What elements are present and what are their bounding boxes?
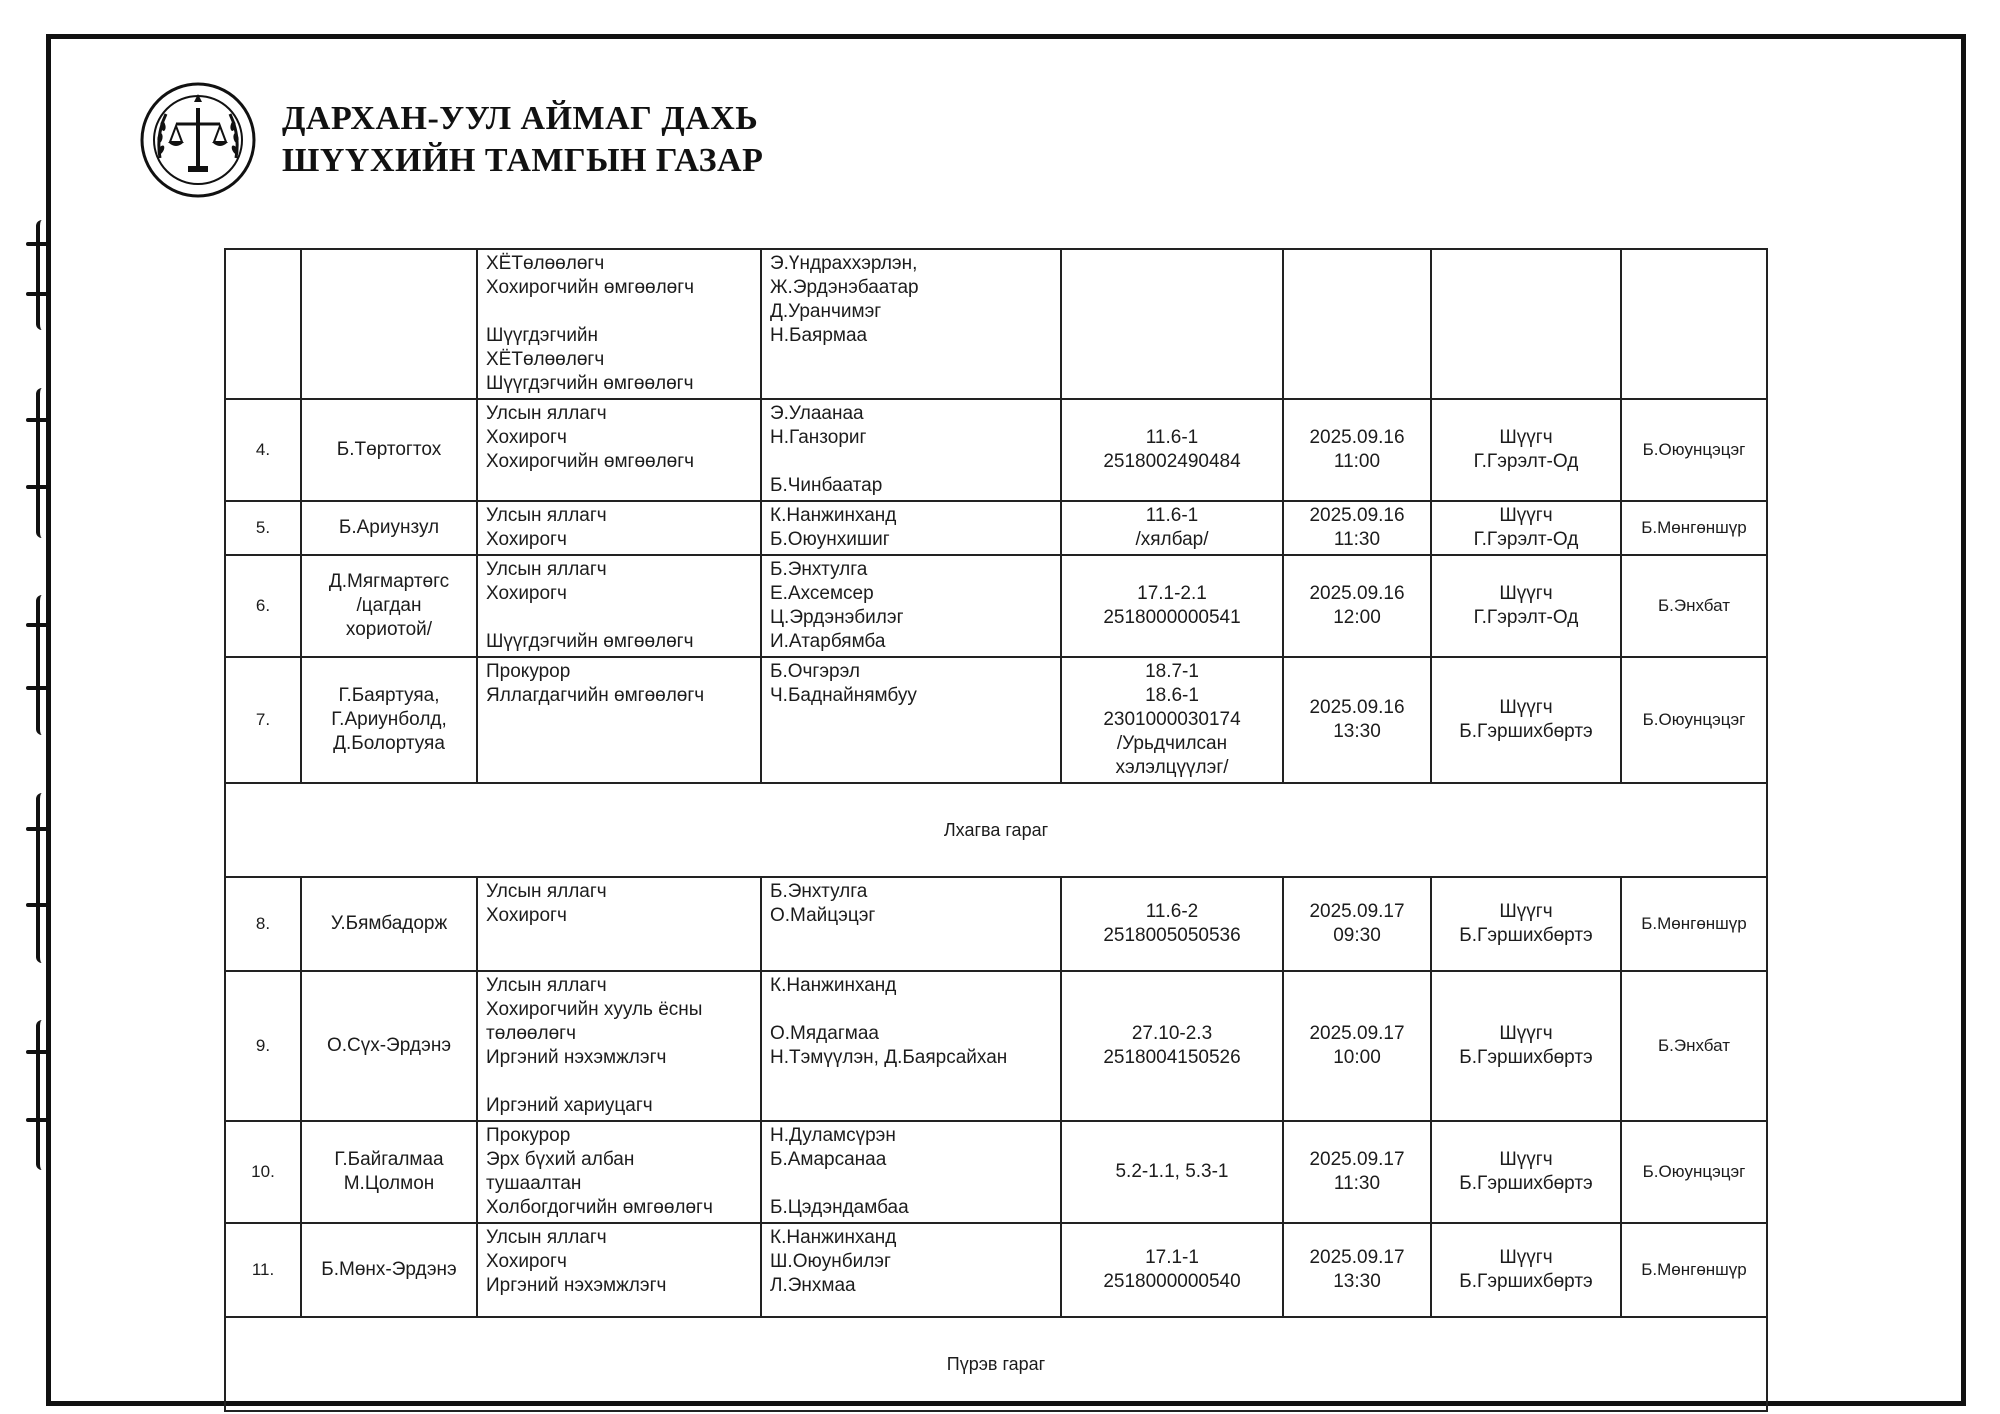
judge-name-line: Шүүгч [1499,1247,1553,1268]
judge-name-line: Б.Гэршихбөртэ [1459,1173,1593,1194]
participant-names-line: Б.Чинбаатар [770,475,883,496]
defendant-names-line: Б.Төртогтох [336,439,442,460]
participant-names-line: О.Майцэцэг [770,905,876,926]
participant-roles-line: Улсын яллагч [486,559,607,580]
participant-roles-line: Яллагдагчийн өмгөөлөгч [486,685,705,706]
participant-roles-line: Хохирогч [486,905,567,926]
hearing-datetime-line: 2025.09.16 [1309,583,1405,604]
defendant-names-line: У.Бямбадорж [330,913,448,934]
judge-name [1431,399,1621,501]
participant-roles [477,877,761,971]
participant-names-line: Д.Уранчимэг [770,301,882,322]
defendant-names-line: Д.Мягмартөгс [328,571,450,592]
case-article-line: 5.2-1.1, 5.3-1 [1115,1161,1229,1182]
case-article-line: 2518000000540 [1103,1271,1241,1292]
participant-names-line: И.Атарбямба [770,631,886,652]
judge-name-line: Г.Гэрэлт-Од [1473,529,1579,550]
case-article-line: хэлэлцүүлэг/ [1115,757,1229,778]
hearing-datetime-line: 2025.09.17 [1309,1149,1405,1170]
secretary-name: Б.Мөнгөншүр [1621,501,1767,555]
day-separator-row [225,783,1767,877]
case-article [1061,877,1283,971]
defendant-names-line: Г.Ариунболд, [331,709,447,730]
empty-cell [1621,249,1767,399]
participant-roles-line: Прокурор [486,661,571,682]
participant-names-line: Е.Ахсемсер [770,583,874,604]
title-line-1: ДАРХАН-УУЛ АЙМАГ ДАХЬ [282,100,759,137]
judge-name [1431,555,1621,657]
defendant-names [301,399,477,501]
hearing-datetime [1283,657,1431,783]
participant-names-line: К.Нанжинханд [770,1227,897,1248]
judge-name-line: Шүүгч [1499,697,1553,718]
participant-roles-line: Хохирогч [486,583,567,604]
participant-roles [477,399,761,501]
judge-name-line: Шүүгч [1499,583,1553,604]
empty-cell [1061,249,1283,399]
participant-roles-line: Иргэний хариуцагч [486,1095,653,1116]
secretary-name: Б.Мөнгөншүр [1621,1223,1767,1317]
participant-names-line: Н.Тэмүүлэн, Д.Баярсайхан [770,1047,1008,1068]
hearing-datetime-line: 09:30 [1333,925,1381,946]
participant-names [761,877,1061,971]
participant-roles-line: Иргэний нэхэмжлэгч [486,1275,667,1296]
secretary-name: Б.Оюунцэцэг [1621,1121,1767,1223]
participant-names-line [770,1172,1052,1196]
participant-names [761,249,1061,399]
case-article-line: 11.6-1 [1145,505,1199,526]
participant-names-line: Б.Амарсанаа [770,1149,887,1170]
case-article-line: 18.7-1 [1145,661,1199,682]
defendant-names-line: Д.Болортуяа [333,733,445,754]
participant-roles [477,657,761,783]
judge-name-line: Б.Гэршихбөртэ [1459,1047,1593,1068]
participant-names-line [770,998,1052,1022]
case-article-line: /хялбар/ [1135,529,1209,550]
case-number: 11. [225,1223,301,1317]
secretary-name: Б.Оюунцэцэг [1621,657,1767,783]
hearing-datetime [1283,399,1431,501]
defendant-names-line: М.Цолмон [343,1173,435,1194]
participant-roles [477,555,761,657]
secretary-name: Б.Энхбат [1621,555,1767,657]
hearing-datetime-line: 13:30 [1333,721,1381,742]
participant-roles-line [486,606,752,630]
defendant-names [301,1121,477,1223]
participant-names-line: Ж.Эрдэнэбаатар [770,277,919,298]
participant-roles-line: Шүүгдэгчийн өмгөөлөгч [486,373,694,394]
participant-names [761,399,1061,501]
hearing-datetime-line: 12:00 [1333,607,1381,628]
participant-roles-line: Хохирогч [486,1251,567,1272]
participant-roles [477,1121,761,1223]
participant-names-line: Н.Дуламсүрэн [770,1125,896,1146]
judge-name [1431,657,1621,783]
judge-name [1431,1223,1621,1317]
hearing-datetime-line: 2025.09.16 [1309,697,1405,718]
hearing-datetime-line: 11:30 [1333,1173,1381,1194]
participant-roles-line: Шүүгдэгчийн өмгөөлөгч [486,631,694,652]
judge-name-line: Б.Гэршихбөртэ [1459,1271,1593,1292]
participant-roles-line [486,1070,752,1094]
participant-roles-line: Улсын яллагч [486,975,607,996]
judge-name-line: Шүүгч [1499,901,1553,922]
case-article [1061,971,1283,1121]
participant-names [761,657,1061,783]
participant-names [761,1223,1061,1317]
participant-roles-line: Хохирогч [486,427,567,448]
defendant-names-line: Г.Баяртуяа, [338,685,440,706]
participant-roles-line: Улсын яллагч [486,403,607,424]
judge-name-line: Шүүгч [1499,427,1553,448]
participant-roles-line: Улсын яллагч [486,505,607,526]
judge-name [1431,971,1621,1121]
participant-roles-line: Хохирогчийн хууль ёсны [486,999,703,1020]
participant-roles-line: Хохирогчийн өмгөөлөгч [486,277,695,298]
secretary-name: Б.Оюунцэцэг [1621,399,1767,501]
hearing-datetime-line: 10:00 [1333,1047,1381,1068]
judge-name [1431,501,1621,555]
hearing-datetime-line: 2025.09.17 [1309,1247,1405,1268]
judge-name-line: Г.Гэрэлт-Од [1473,451,1579,472]
case-article [1061,501,1283,555]
table-row [225,555,1767,657]
table-row [225,501,1767,555]
case-article-line: 2301000030174 [1103,709,1241,730]
participant-roles-line: ХЁТөлөөлөгч [486,349,605,370]
case-article-line: 2518000000541 [1103,607,1241,628]
empty-cell [225,249,301,399]
judge-name-line: Б.Гэршихбөртэ [1459,721,1593,742]
defendant-names [301,555,477,657]
case-article-line: /Урьдчилсан [1116,733,1228,754]
defendant-names-line: Б.Ариунзул [338,517,440,538]
hearing-datetime-line: 2025.09.17 [1309,1023,1405,1044]
hearing-datetime [1283,877,1431,971]
empty-cell [1431,249,1621,399]
case-article-line: 2518004150526 [1103,1047,1241,1068]
defendant-names-line: Б.Мөнх-Эрдэнэ [321,1259,457,1280]
empty-cell [1283,249,1431,399]
participant-names [761,555,1061,657]
case-article [1061,555,1283,657]
defendant-names [301,971,477,1121]
hearing-datetime-line: 2025.09.16 [1309,427,1405,448]
case-number: 7. [225,657,301,783]
participant-names-line: Б.Оюунхишиг [770,529,890,550]
participant-roles-line: Улсын яллагч [486,1227,607,1248]
case-number: 8. [225,877,301,971]
empty-cell [301,249,477,399]
participant-names-line: Б.Цэдэндамбаа [770,1197,909,1218]
hearing-datetime [1283,501,1431,555]
case-number: 5. [225,501,301,555]
case-article [1061,399,1283,501]
case-article-line: 27.10-2.3 [1131,1023,1213,1044]
defendant-names-line: Г.Байгалмаа [334,1149,444,1170]
table-row [225,877,1767,971]
hearing-datetime [1283,971,1431,1121]
participant-roles-line: тушаалтан [486,1173,582,1194]
case-article [1061,657,1283,783]
participant-names-line: Б.Очгэрэл [770,661,860,682]
hearing-datetime [1283,1121,1431,1223]
table-row [225,971,1767,1121]
participant-names-line: О.Мядагмаа [770,1023,879,1044]
participant-names-line: Э.Улаанаа [770,403,864,424]
participant-roles [477,1223,761,1317]
participant-names-line [770,450,1052,474]
case-number: 10. [225,1121,301,1223]
participant-roles [477,249,761,399]
participant-names-line: Б.Энхтулга [770,881,868,902]
court-office-title [282,98,763,182]
case-number: 6. [225,555,301,657]
participant-roles [477,501,761,555]
case-article-line: 18.6-1 [1145,685,1199,706]
table-row [225,1121,1767,1223]
table-row [225,1223,1767,1317]
participant-names [761,501,1061,555]
judge-name-line: Б.Гэршихбөртэ [1459,925,1593,946]
participant-names [761,1121,1061,1223]
participant-roles-line: ХЁТөлөөлөгч [486,253,605,274]
participant-roles-line: Прокурор [486,1125,571,1146]
judge-name [1431,877,1621,971]
day-separator-row [225,1317,1767,1411]
judge-name-line: Шүүгч [1499,1023,1553,1044]
secretary-name: Б.Мөнгөншүр [1621,877,1767,971]
participant-names-line: Ш.Оюунбилэг [770,1251,891,1272]
case-article-line: 17.1-1 [1145,1247,1199,1268]
hearing-schedule-table [224,248,1766,1412]
participant-roles-line: Хохирогчийн өмгөөлөгч [486,451,695,472]
participant-roles-line: Иргэний нэхэмжлэгч [486,1047,667,1068]
hearing-datetime-line: 11:30 [1333,529,1381,550]
participant-names-line: Ч.Баднайнямбуу [770,685,917,706]
hearing-datetime-line: 13:30 [1333,1271,1381,1292]
defendant-names [301,877,477,971]
secretary-name: Б.Энхбат [1621,971,1767,1121]
participant-roles-line: төлөөлөгч [486,1023,576,1044]
hearing-datetime [1283,1223,1431,1317]
judge-name-line: Шүүгч [1499,505,1553,526]
participant-names-line: Н.Ганзориг [770,427,867,448]
participant-names [761,971,1061,1121]
participant-names-line: Э.Үндраххэрлэн, [770,253,918,274]
case-article-line: 11.6-1 [1145,427,1199,448]
defendant-names [301,501,477,555]
table-row-continuation [225,249,1767,399]
case-article-line: 17.1-2.1 [1137,583,1207,604]
case-article-line: 2518002490484 [1103,451,1241,472]
participant-roles [477,971,761,1121]
participant-names-line: К.Нанжинханд [770,505,897,526]
judge-name-line: Г.Гэрэлт-Од [1473,607,1579,628]
participant-roles-line: Хохирогч [486,529,567,550]
participant-roles-line: Улсын яллагч [486,881,607,902]
case-number: 9. [225,971,301,1121]
participant-names-line: К.Нанжинханд [770,975,897,996]
title-line-2: ШҮҮХИЙН ТАМГЫН ГАЗАР [282,142,764,179]
case-article [1061,1121,1283,1223]
weekday-label: Лхагва гараг [225,783,1767,877]
judge-name-line: Шүүгч [1499,1149,1553,1170]
defendant-names-line: О.Сүх-Эрдэнэ [326,1035,452,1056]
vertical-mongolian-script-text-icon [12,220,82,1170]
table-row [225,657,1767,783]
case-article-line: 2518005050536 [1103,925,1241,946]
table-row [225,399,1767,501]
participant-roles-line: Шүүгдэгчийн [486,325,599,346]
hearing-datetime-line: 2025.09.16 [1309,505,1405,526]
case-number: 4. [225,399,301,501]
participant-roles-line: Эрх бүхий албан [486,1149,635,1170]
hearing-datetime [1283,555,1431,657]
hearing-datetime-line: 2025.09.17 [1309,901,1405,922]
defendant-names [301,657,477,783]
court-scales-emblem-icon [138,80,258,200]
participant-names-line: Б.Энхтулга [770,559,868,580]
participant-names-line: Ц.Эрдэнэбилэг [770,607,904,628]
defendant-names-line: хориотой/ [345,619,433,640]
judge-name [1431,1121,1621,1223]
case-article-line: 11.6-2 [1145,901,1199,922]
defendant-names-line: /цагдан [356,595,422,616]
participant-names-line: Л.Энхмаа [770,1275,856,1296]
participant-names-line: Н.Баярмаа [770,325,868,346]
defendant-names [301,1223,477,1317]
weekday-label: Пүрэв гараг [225,1317,1767,1411]
hearing-datetime-line: 11:00 [1333,451,1381,472]
participant-roles-line: Холбогдогчийн өмгөөлөгч [486,1197,713,1218]
participant-roles-line [486,300,752,324]
case-article [1061,1223,1283,1317]
